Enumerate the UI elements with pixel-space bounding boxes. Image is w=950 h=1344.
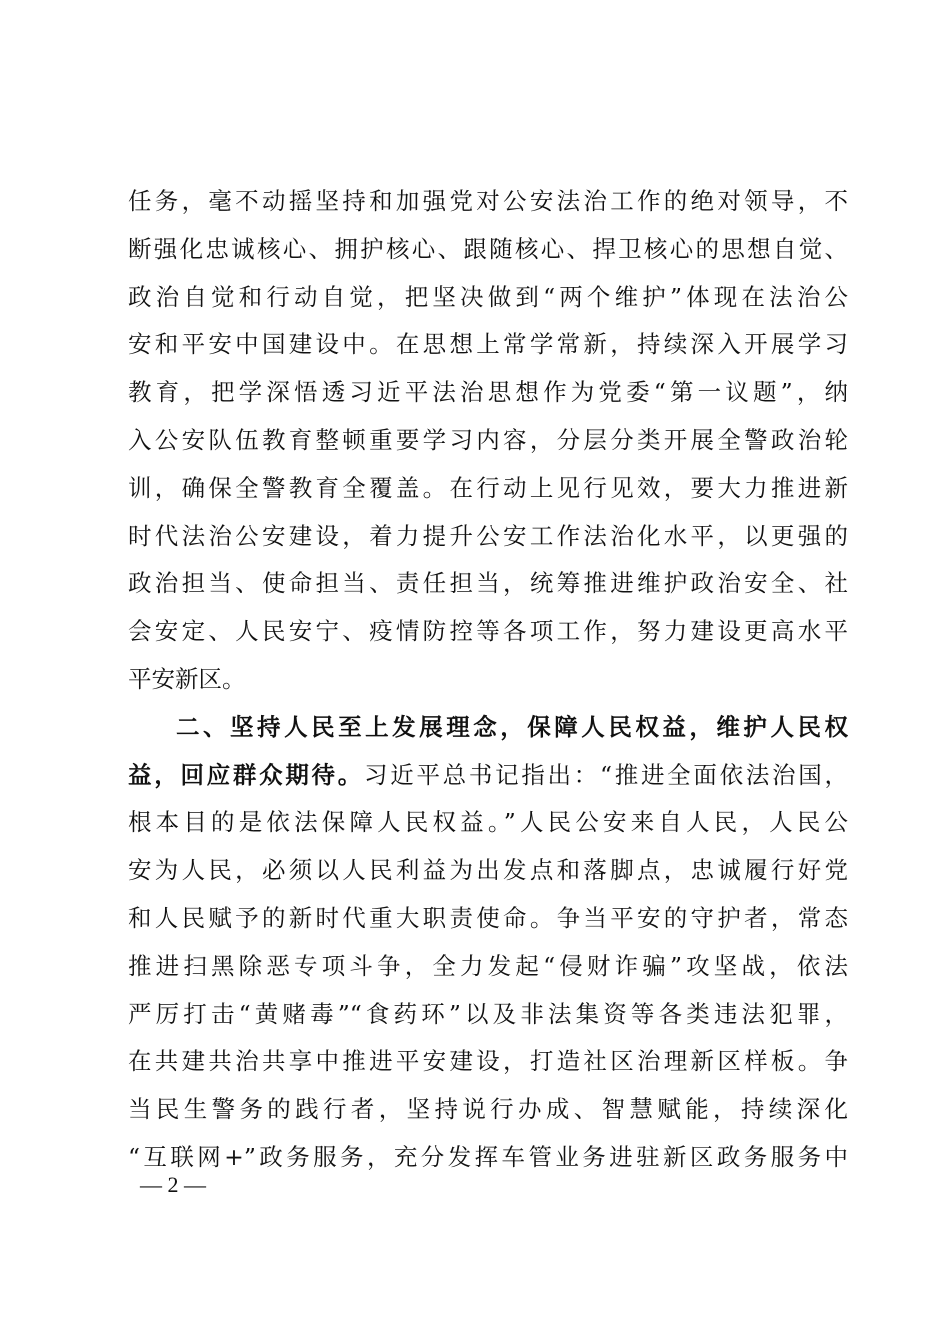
text-line: 当民生警务的践行者，坚持说行办成、智慧赋能，持续深化 bbox=[128, 1095, 848, 1124]
text-line: 教育，把学深悟透习近平法治思想作为党委“第一议题”，纳 bbox=[128, 378, 848, 407]
text-line: 安和平安中国建设中。在思想上常学常新，持续深入开展学习 bbox=[128, 330, 848, 359]
text-line: 时代法治公安建设，着力提升公安工作法治化水平，以更强的 bbox=[128, 521, 848, 550]
text-line: 在共建共治共享中推进平安建设，打造社区治理新区样板。争 bbox=[128, 1047, 848, 1076]
text-line: 严厉打击“黄赌毒”“食药环”以及非法集资等各类违法犯罪， bbox=[128, 999, 848, 1028]
text-line: 会安定、人民安宁、疫情防控等各项工作，努力建设更高水平 bbox=[128, 617, 848, 646]
text-span: 习近平总书记指出：“推进全面依法治国， bbox=[364, 760, 849, 789]
text-line: 根本目的是依法保障人民权益。”人民公安来自人民，人民公 bbox=[128, 808, 848, 837]
text-line: 训，确保全警教育全覆盖。在行动上见行见效，要大力推进新 bbox=[128, 473, 848, 502]
page-number: — 2 — bbox=[140, 1172, 206, 1197]
text-line: 断强化忠诚核心、拥护核心、跟随核心、捍卫核心的思想自觉、 bbox=[128, 234, 848, 263]
text-line: “互联网+”政务服务，充分发挥车管业务进驻新区政务服务中 bbox=[128, 1142, 848, 1171]
text-line: 安为人民，必须以人民利益为出发点和落脚点，忠诚履行好党 bbox=[128, 856, 848, 885]
section-heading: 二、坚持人民至上发展理念，保障人民权益，维护人民权 bbox=[176, 712, 848, 741]
text-line: 政治自觉和行动自觉，把坚决做到“两个维护”体现在法治公 bbox=[128, 282, 848, 311]
section-heading-continued: 益，回应群众期待。 bbox=[128, 760, 364, 789]
text-line: 政治担当、使命担当、责任担当，统筹推进维护政治安全、社 bbox=[128, 569, 848, 598]
text-line: 和人民赋予的新时代重大职责使命。争当平安的守护者，常态 bbox=[128, 903, 848, 932]
text-line: 入公安队伍教育整顿重要学习内容，分层分类开展全警政治轮 bbox=[128, 425, 848, 454]
text-line: 任务，毫不动摇坚持和加强党对公安法治工作的绝对领导，不 bbox=[128, 187, 848, 215]
text-line-mixed bbox=[128, 752, 848, 800]
text-line: 平安新区。 bbox=[128, 664, 246, 693]
text-line: 推进扫黑除恶专项斗争，全力发起“侵财诈骗”攻坚战，依法 bbox=[128, 951, 848, 980]
body-text bbox=[128, 178, 848, 1182]
